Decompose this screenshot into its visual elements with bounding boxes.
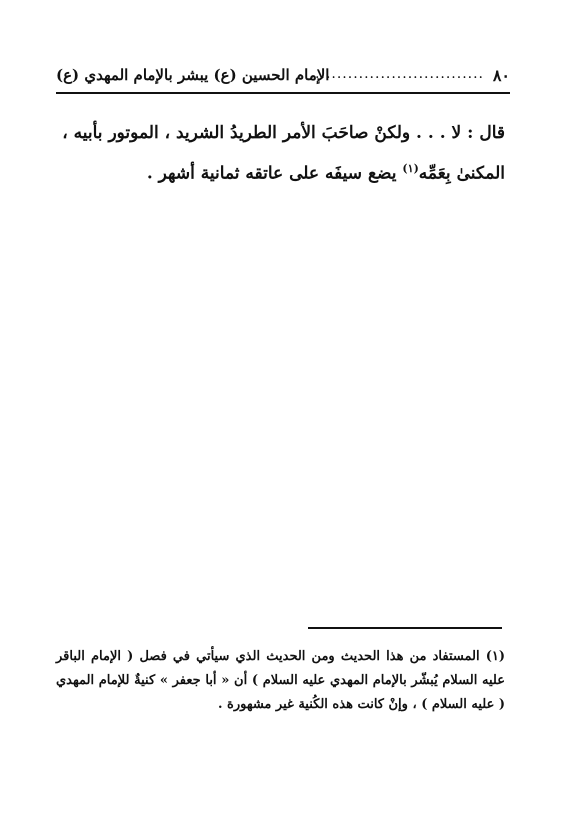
paragraph-line-1: قال : لا . . . ولكنْ صاحَبَ الأمر الطريدُ الشريد ، الموتور بأبيه ، — [62, 123, 505, 143]
paragraph-line-2-start: المكنىٰ بِعَمِّه — [418, 163, 505, 184]
footnote: (١) المستفاد من هذا الحديث ومن الحديث الذي سيأتي في فصل ( الإمام الباقر عليه السلام يُبشّر بالإمام المهدي عليه السلام ) أن « أبا جعفر » كنيةٌ للإمام المهدي ( عليه السلام ) ، وإنْ كانت هذه الكُنية غير مشهورة . — [56, 649, 505, 712]
footnote-separator — [308, 627, 502, 629]
main-paragraph — [56, 116, 505, 192]
paragraph-line-2-end: يضع سيفَه على عاتقه ثمانية أشهر . — [146, 163, 403, 184]
footnote-reference: (١) — [402, 162, 419, 175]
running-header — [56, 62, 510, 94]
running-title: الإمام الحسين (ع) يبشر بالإمام المهدي (ع) — [56, 66, 330, 84]
paragraph-line-2 — [56, 151, 505, 192]
header-leader-dots: ................................ — [309, 66, 484, 82]
page-number: ٨٠ — [492, 66, 510, 85]
